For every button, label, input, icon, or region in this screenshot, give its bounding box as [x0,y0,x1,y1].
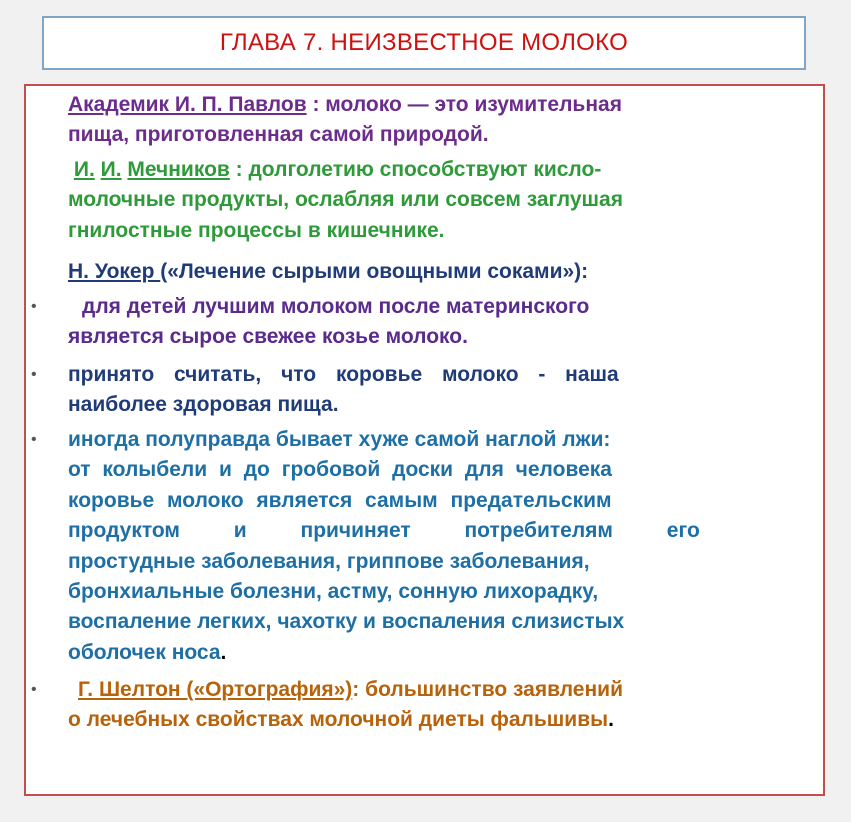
bullet-marker-2: • [31,366,37,383]
title-box [42,16,806,70]
bullet-item-3-line7: воспаление легких, чахотку и воспаления слизистых [68,610,625,634]
author-mechnikov-name: Мечников [127,158,230,181]
quote-mechnikov [68,155,815,246]
bullet-item-1 [68,292,815,353]
bullet-item-3-line3: коровье молоко является самым предательским [68,488,612,512]
bullet-item-3-line4: продуктом и причиняет потребителям его [68,519,700,543]
bullet-item-1-line1: для детей лучшим молоком после материнского [82,295,590,318]
quote-pavlov [68,90,815,151]
bullet-item-3-line5: простудные заболевания, гриппове заболевания, [68,549,590,573]
bullet-item-3-line1: иногда полуправда бывает хуже самой наглой лжи: [68,428,611,451]
author-mechnikov-i2: И. [100,158,122,181]
bullet-item-3 [68,425,815,668]
quote-mechnikov-line3: гнилостные процессы в кишечнике. [68,218,445,242]
bullet-item-2-line2: наиболее здоровая пища. [68,393,339,417]
page-title: ГЛАВА 7. НЕИЗВЕСТНОЕ МОЛОКО [219,29,629,56]
bullet-item-2-line1: принято считать, что коровье молоко - наша [68,363,619,386]
bullet-item-3-line6: бронхиальные болезни, астму, сонную лихорадку, [68,580,599,604]
bullet-item-4-text1: : большинство заявлений [352,678,623,701]
bullet-item-3-period: . [220,640,227,664]
bullet-item-4 [68,675,815,736]
bullet-item-1-line2: является сырое свежее козье молоко. [68,325,468,349]
author-pavlov: Академик И. П. Павлов [68,93,307,116]
author-walker: Н. Уокер [68,260,161,283]
bullet-marker-3: • [31,431,37,448]
quote-mechnikov-line2: молочные продукты, ослабляя или совсем заглушая [68,188,623,212]
bullet-item-2 [68,360,815,421]
quote-mechnikov-text1: : долголетию способствуют кисло- [229,158,602,181]
bullet-marker-1: • [31,298,37,315]
bullet-item-4-line1 [68,675,815,705]
bullet-item-3-last: оболочек носа [68,640,221,664]
bullet-item-4-period: . [608,708,614,732]
bullet-marker-4: • [31,681,37,698]
quote-pavlov-line2: пища, приготовленная самой природой. [68,123,489,147]
author-shelton: Г. Шелтон («Ортография») [78,678,353,701]
quote-pavlov-line1 [68,90,815,120]
walker-source: («Лечение сырыми овощными соками»): [160,260,589,283]
bullet-item-4-text2: о лечебных свойствах молочной диеты фальшивы [68,708,609,732]
quote-walker [68,257,815,287]
bullet-item-3-line8 [68,638,815,668]
quote-walker-line [68,257,815,287]
author-mechnikov-i1: И. [73,158,95,181]
bullet-item-3-line2: от колыбели и до гробовой доски для человека [68,458,612,482]
bullet-item-4-line2 [68,705,815,735]
quote-pavlov-text1: : молоко — это изумительная [306,93,622,116]
quote-mechnikov-line1 [68,155,815,185]
